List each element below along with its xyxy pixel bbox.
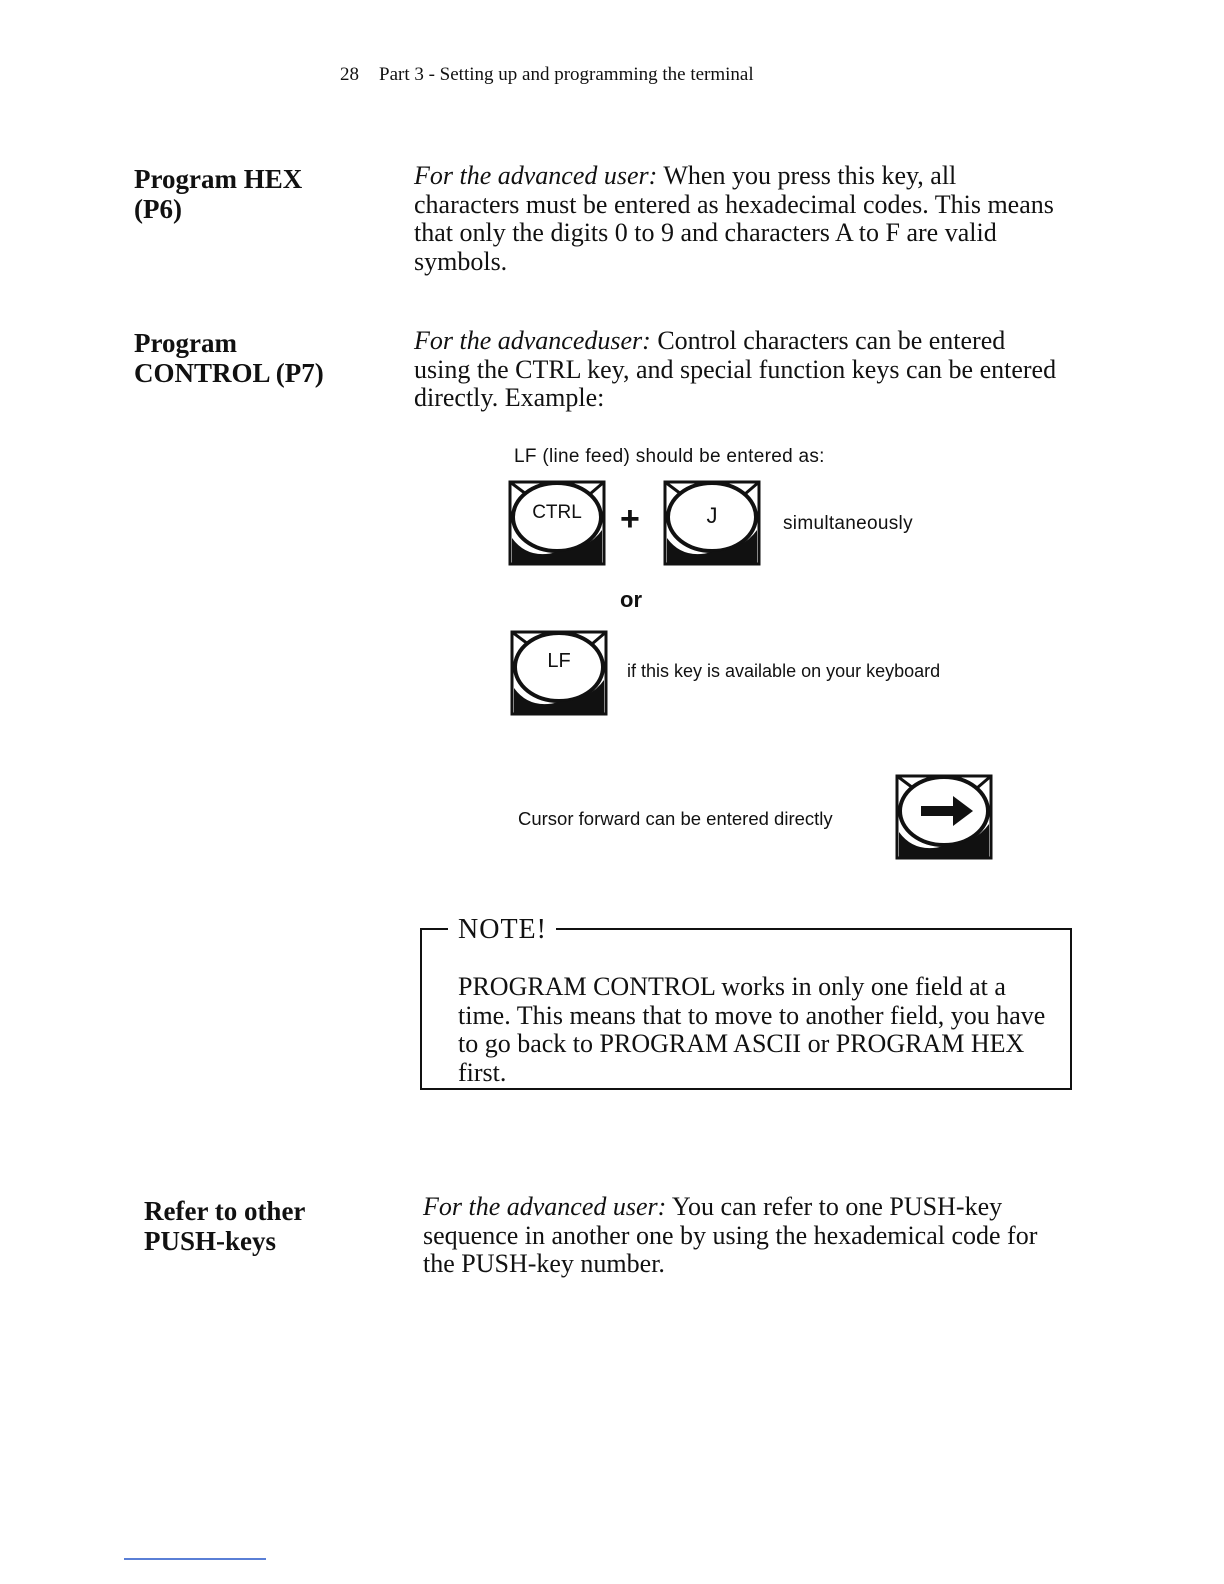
running-header (340, 64, 754, 86)
footer-rule (124, 1558, 266, 1560)
paragraph-text: You can refer to one PUSH-key sequence in another one by using the hexademical code for the PUSH-key number. (423, 1192, 1038, 1278)
note-title: NOTE! (458, 914, 547, 945)
simultaneously-label: simultaneously (783, 513, 913, 534)
j-key-label: J (706, 503, 718, 528)
paragraph-text: When you press this key, all characters must be entered as hexadecimal codes. This means that only the digits 0 to 9 and characters A to F are valid symbols. (414, 161, 1054, 276)
heading-program-control (134, 328, 324, 388)
or-label: or (620, 587, 642, 612)
heading-program-hex (134, 164, 302, 224)
note-text: PROGRAM CONTROL works in only one field at a time. This means that to move to another field, you have to go back to PROGRAM ASCII or PROGRAM HEX first. (458, 972, 1046, 1087)
heading-line: PUSH-keys (144, 1226, 277, 1256)
cursor-forward-text: Cursor forward can be entered directly (518, 808, 833, 829)
j-key (663, 480, 763, 568)
paragraph-text: Control characters can be entered using the CTRL key, and special function keys can be entered directly. Example: (414, 326, 1057, 412)
cursor-forward-key (894, 774, 996, 862)
lf-key (510, 630, 610, 718)
ctrl-key-label: CTRL (532, 502, 582, 523)
example-intro: LF (line feed) should be entered as: (514, 446, 825, 467)
paragraph-refer-push-keys (423, 1193, 1063, 1279)
heading-line: Refer to other (144, 1196, 306, 1226)
lead-phrase: For the advanced user: (423, 1192, 667, 1221)
heading-line: Program (134, 328, 237, 358)
heading-line: (P6) (134, 194, 182, 224)
heading-line: CONTROL (P7) (134, 358, 324, 388)
note-border-segment (420, 928, 448, 930)
lead-phrase: For the advanceduser: (414, 326, 651, 355)
running-title: Part 3 - Setting up and programming the terminal (379, 64, 754, 85)
heading-refer-push-keys (144, 1196, 305, 1256)
page-number: 28 (340, 64, 359, 85)
plus-sign: + (620, 500, 640, 538)
note-border-segment (556, 928, 1072, 930)
lead-phrase: For the advanced user: (414, 161, 658, 190)
paragraph-program-control (414, 327, 1064, 413)
heading-line: Program HEX (134, 164, 303, 194)
lf-availability-note: if this key is available on your keyboard (627, 661, 941, 681)
lf-key-label: LF (547, 649, 571, 672)
ctrl-key (508, 480, 608, 568)
paragraph-program-hex (414, 162, 1064, 276)
arrow-right-icon (894, 774, 996, 862)
